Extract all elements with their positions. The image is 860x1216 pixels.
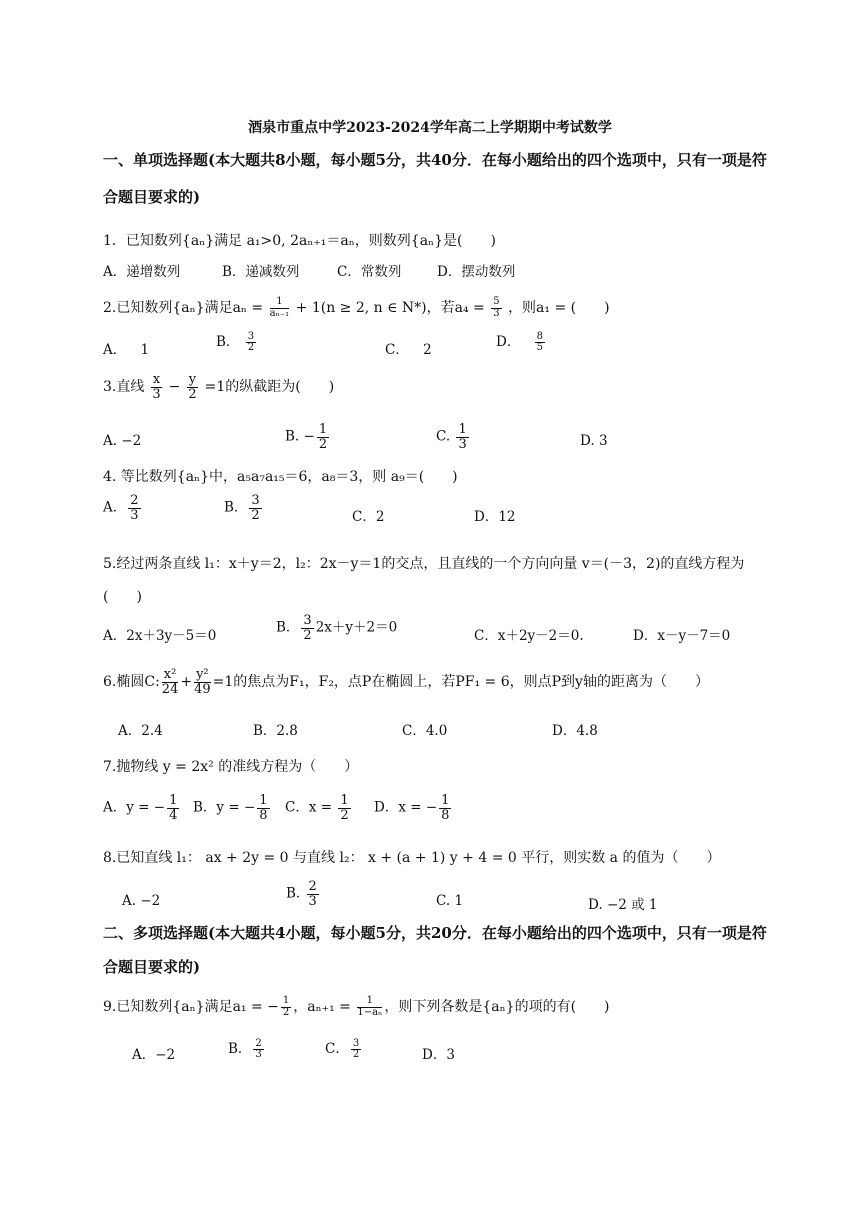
q9-pre: 9.已知数列{aₙ}满足a₁ = −	[103, 999, 279, 1015]
q2-option-b-num: 3	[247, 330, 255, 342]
q3-option-a-label: A.	[103, 433, 122, 449]
q6-fraction-y-num: y²	[196, 667, 209, 682]
q7-option-b-var: y = −	[216, 799, 256, 816]
q3-option-a-value: −2	[121, 433, 142, 449]
q9-fraction-1-den: 2	[282, 1006, 290, 1018]
q9-option-c-label: C．	[325, 1041, 349, 1057]
q9-option-b-num: 2	[255, 1037, 262, 1049]
q4-option-b-den: 2	[251, 507, 260, 523]
q5-option-b-num: 3	[303, 613, 312, 628]
document-title: 酒泉市重点中学2023-2024学年高二上学期期中考试数学	[248, 120, 612, 136]
q8-option-b-label: B.	[286, 885, 305, 902]
q9-option-c-num: 3	[352, 1037, 360, 1049]
q1-option-d: D．摆动数列	[437, 264, 516, 280]
q4-option-b	[224, 494, 264, 522]
q7-option-a	[103, 794, 181, 822]
q4-option-a-num: 2	[130, 493, 139, 508]
question-7-stem: 7.抛物线 y = 2x² 的准线方程为（ ）	[103, 759, 359, 775]
q7-option-d-num: 1	[441, 793, 450, 808]
q8-option-b	[286, 880, 321, 908]
q8-option-d-label: D.	[588, 897, 607, 913]
section2-heading-line1: 二、多项选择题(本大题共4小题，每小题5分，共20分．在每小题给出的四个选项中，只有一项是符	[103, 924, 767, 942]
q4-option-b-num: 3	[251, 493, 260, 508]
q2-option-d-fraction	[535, 332, 545, 354]
q6-post: =1的焦点为F₁，F₂，点P在椭圆上，若PF₁ = 6，则点P到y轴的距离为（ ）	[212, 674, 709, 691]
q4-option-d-label: D．	[474, 509, 499, 525]
q2-pre: 2.已知数列{aₙ}满足aₙ =	[103, 300, 268, 316]
q8-option-c-label: C.	[436, 893, 455, 909]
q7-option-a-den: 4	[169, 807, 178, 823]
q3-post: =1的纵截距为( )	[204, 379, 335, 396]
section1-heading-line2: 合题目要求的)	[103, 188, 201, 206]
q6-option-c: C．4.0	[402, 723, 448, 739]
q6-option-d: D．4.8	[552, 723, 598, 739]
q5-option-a-label: A．	[103, 628, 127, 644]
q3-fraction-y-num: y	[188, 372, 197, 387]
q8-option-a	[122, 893, 160, 909]
q3-fraction-x-den: 3	[152, 386, 161, 402]
q2-option-b	[216, 330, 258, 354]
q4-option-a	[103, 494, 143, 522]
q7-option-d-den: 8	[441, 807, 450, 823]
q5-option-b-label: B．	[276, 619, 300, 636]
q6-pre: 6.椭圆	[103, 674, 145, 691]
q9-option-d-label: D．	[422, 1047, 447, 1063]
q7-option-b-label: B．	[193, 799, 217, 816]
q2-fraction-2-num: 5	[493, 296, 500, 307]
q7-option-c-fraction	[338, 794, 350, 822]
q2-option-b-label: B．	[216, 334, 240, 350]
q2-option-d-den: 5	[536, 342, 543, 353]
q4-option-c	[352, 505, 384, 525]
q9-fraction-1-num: 1	[282, 995, 290, 1006]
q5-option-c-label: C．	[474, 628, 498, 644]
q5-option-c	[474, 624, 584, 644]
q9-option-b	[228, 1037, 266, 1061]
q2-option-b-fraction	[246, 332, 256, 354]
q4-option-d-value: 12	[498, 509, 516, 525]
q3-option-b-num: 1	[318, 422, 328, 437]
question-2-stem	[103, 297, 610, 319]
q6-fraction-x	[162, 668, 179, 696]
q3-fraction-x	[151, 373, 162, 401]
q5-option-b	[276, 614, 397, 642]
q8-option-c	[436, 893, 463, 909]
question-1-stem: 1．已知数列{aₙ}满足 a₁>0, 2aₙ₊₁＝aₙ，则数列{aₙ}是( )	[103, 233, 496, 249]
q2-option-a-value: 1	[140, 342, 150, 358]
q8-option-a-value: −2	[140, 893, 161, 909]
q4-option-a-den: 3	[130, 507, 139, 523]
q3-fraction-x-num: x	[152, 372, 161, 387]
q3-fraction-y	[187, 373, 198, 401]
q2-option-a-label: A．	[103, 342, 127, 358]
q2-option-c-value: 2	[423, 342, 432, 358]
q5-option-c-value: x＋2y－2＝0.	[497, 628, 584, 644]
q6-fraction-y	[194, 668, 211, 696]
q9-option-d	[422, 1043, 455, 1063]
q3-option-c-label: C.	[436, 428, 455, 445]
q2-option-d-label: D．	[496, 334, 521, 350]
q5-option-d	[633, 624, 730, 644]
q5-option-b-fraction	[301, 614, 313, 642]
q4-option-b-label: B．	[224, 499, 248, 516]
q9-option-b-fraction	[253, 1039, 263, 1061]
q5-option-d-value: x－y－7＝0	[657, 628, 731, 644]
q4-option-c-value: 2	[375, 509, 385, 525]
q3-option-b-sign: −	[303, 428, 315, 445]
q5-option-a	[103, 624, 216, 644]
q2-fraction-1-den: aₙ₋₁	[269, 307, 290, 319]
q2-option-b-den: 2	[247, 342, 255, 353]
q8-option-d	[588, 893, 658, 913]
q4-option-a-label: A．	[103, 499, 127, 516]
q5-option-b-value: 2x＋y＋2＝0	[315, 619, 398, 636]
question-8-stem: 8.已知直线 l₁： ax + 2y = 0 与直线 l₂： x + (a + 1) y + 4 = 0 平行，则实数 a 的值为（ ）	[103, 850, 721, 866]
question-9-stem	[103, 996, 610, 1018]
q4-option-b-fraction	[249, 494, 261, 522]
q7-option-d	[374, 794, 453, 822]
q4-option-c-label: C．	[352, 509, 376, 525]
q7-option-c	[285, 794, 353, 822]
q7-option-c-var: x =	[308, 799, 337, 816]
q7-option-b-den: 8	[259, 807, 268, 823]
q4-option-d	[474, 505, 516, 525]
q6-option-a: A．2.4	[118, 723, 163, 739]
q2-fraction-2-den: 3	[493, 307, 500, 319]
q5-option-a-value: 2x＋3y－5＝0	[126, 628, 217, 644]
q2-option-c-label: C．	[385, 342, 409, 358]
q7-option-a-fraction	[167, 794, 179, 822]
q9-option-c-den: 2	[352, 1049, 360, 1060]
q7-option-a-var: y = −	[126, 799, 166, 816]
q9-option-c-fraction	[351, 1039, 361, 1061]
q2-option-d	[496, 330, 547, 354]
q3-pre: 3.直线	[103, 379, 145, 396]
q9-option-a	[132, 1043, 175, 1063]
q7-option-d-var: x = −	[398, 799, 438, 816]
section2-heading-line2: 合题目要求的)	[103, 958, 201, 976]
q6-plus: +	[180, 674, 193, 691]
q3-fraction-y-den: 2	[188, 386, 197, 402]
q3-option-b	[285, 423, 331, 451]
q3-option-c-fraction	[456, 423, 468, 451]
q3-option-c-den: 3	[458, 436, 467, 452]
q3-option-d-label: D.	[580, 433, 599, 449]
q3-option-d	[580, 433, 608, 449]
q9-fraction-2-num: 1	[357, 996, 382, 1008]
q9-post: ，则下列各数是{aₙ}的项的有( )	[384, 999, 610, 1015]
q2-fraction-2	[491, 297, 501, 319]
q5-option-d-label: D．	[633, 628, 658, 644]
q7-option-d-label: D．	[374, 799, 399, 816]
q7-option-c-label: C．	[285, 799, 309, 816]
q8-option-c-value: 1	[454, 893, 464, 909]
q3-option-b-den: 2	[318, 436, 328, 452]
question-4-stem: 4. 等比数列{aₙ}中，a₅a₇a₁₅＝6，a₈＝3，则 a₉＝( )	[103, 469, 458, 485]
q3-option-d-value: 3	[598, 433, 608, 449]
q1-option-b: B．递减数列	[222, 264, 300, 280]
q9-option-c	[325, 1037, 363, 1061]
question-5-stem-line1: 5.经过两条直线 l₁：x＋y＝2，l₂：2x－y＝1的交点，且直线的一个方向向量 v＝(－3，2)的直线方程为	[103, 556, 745, 572]
q9-fraction-2	[357, 996, 382, 1018]
q3-minus: −	[168, 379, 181, 396]
q9-option-a-label: A．	[132, 1047, 156, 1063]
q9-option-a-value: −2	[155, 1047, 176, 1063]
section1-heading-line1: 一、单项选择题(本大题共8小题，每小题5分，共40分．在每小题给出的四个选项中，只有一项是符	[103, 151, 767, 169]
q7-option-d-fraction	[439, 794, 451, 822]
q9-option-b-label: B．	[228, 1041, 252, 1057]
q1-option-c: C．常数列	[337, 264, 402, 280]
q2-option-a	[103, 338, 149, 358]
q8-option-b-num: 2	[308, 879, 317, 894]
q9-mid: ，aₙ₊₁ =	[293, 999, 356, 1015]
q3-option-b-label: B.	[285, 428, 304, 445]
q2-fraction-1	[270, 297, 290, 319]
q3-option-c	[436, 423, 471, 451]
q2-mid: + 1(n ≥ 2, n ∈ N*)，若a₄ =	[295, 300, 490, 316]
q9-option-d-value: 3	[446, 1047, 455, 1063]
q8-option-a-label: A.	[122, 893, 141, 909]
question-3-stem	[103, 373, 334, 401]
q7-option-c-den: 2	[340, 807, 349, 823]
q7-option-b-num: 1	[259, 793, 268, 808]
q3-option-b-fraction	[317, 423, 329, 451]
q8-option-b-fraction	[307, 880, 319, 908]
q3-option-c-num: 1	[458, 422, 467, 437]
question-6-stem	[103, 668, 709, 696]
q8-option-d-value: −2 或 1	[606, 897, 658, 913]
q1-option-a: A．递增数列	[103, 264, 181, 280]
q9-fraction-2-den: 1−aₙ	[357, 1006, 383, 1018]
q7-option-b-fraction	[257, 794, 269, 822]
q6-fraction-y-den: 49	[194, 681, 211, 697]
q5-option-b-den: 2	[303, 627, 312, 643]
q6-fraction-x-den: 24	[161, 681, 179, 697]
q6-fraction-x-num: x²	[163, 667, 177, 682]
q9-fraction-1	[281, 996, 291, 1018]
q2-option-c	[385, 338, 432, 358]
q6-c: C:	[144, 674, 160, 691]
q8-option-b-den: 3	[308, 893, 317, 909]
q2-fraction-1-num: 1	[270, 297, 290, 309]
q3-option-a	[103, 433, 141, 449]
q2-option-d-num: 8	[536, 330, 543, 342]
q7-option-c-num: 1	[340, 793, 349, 808]
q7-option-b	[193, 794, 272, 822]
q7-option-a-label: A．	[103, 799, 127, 816]
q7-option-a-num: 1	[169, 793, 178, 808]
q2-post: ，则a₁ = ( )	[508, 300, 610, 316]
question-5-stem-line2: ( )	[103, 589, 142, 605]
q6-option-b: B．2.8	[253, 723, 298, 739]
q9-option-b-den: 3	[255, 1049, 262, 1060]
q4-option-a-fraction	[128, 494, 140, 522]
